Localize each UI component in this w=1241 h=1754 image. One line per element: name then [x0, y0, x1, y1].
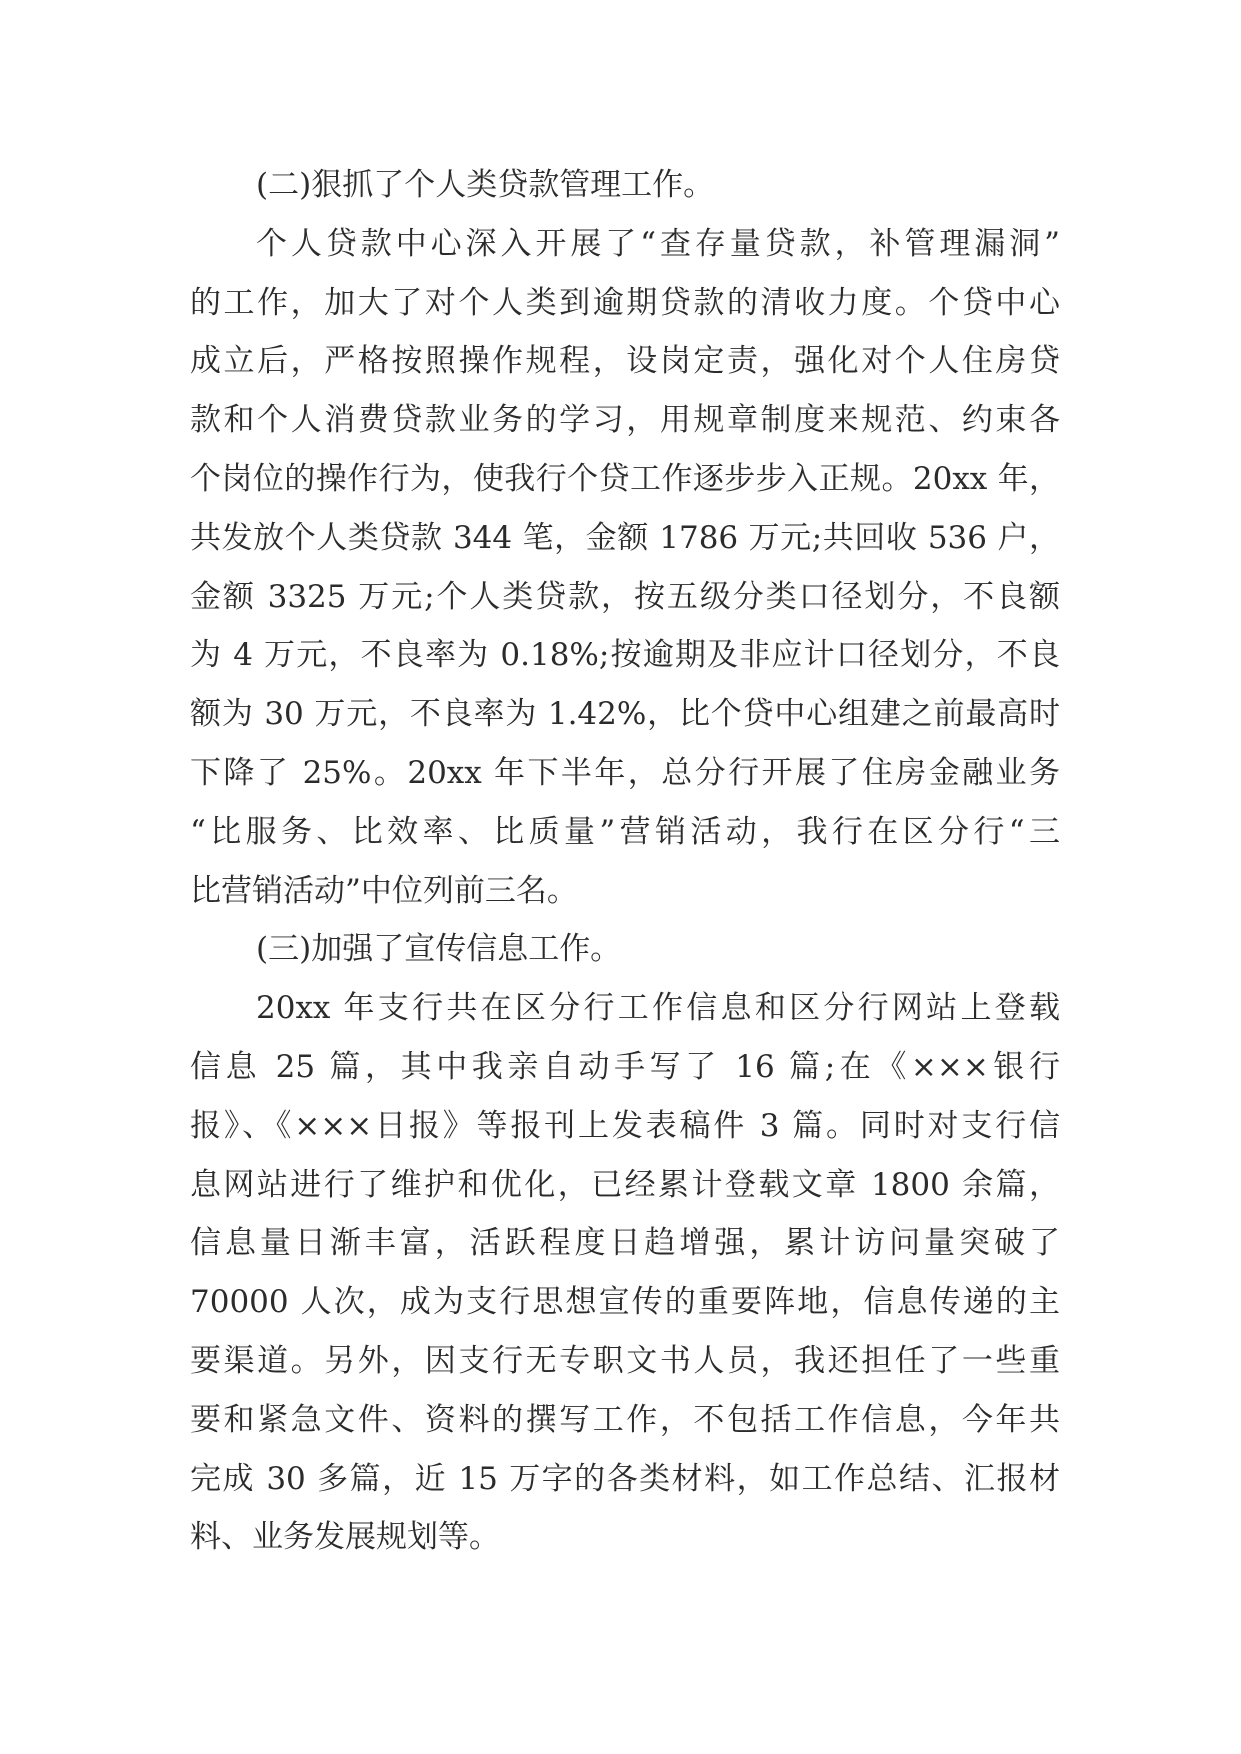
text-line: 要和紧急文件、资料的撰写工作，不包括工作信息，今年共 [190, 1401, 1060, 1438]
text-line: 70000 人次，成为支行思想宣传的重要阵地，信息传递的主 [190, 1284, 1060, 1321]
text-line: 信息量日渐丰富，活跃程度日趋增强，累计访问量突破了 [190, 1225, 1060, 1262]
text-line: 为 4 万元，不良率为 0.18%;按逾期及非应计口径划分，不良 [190, 637, 1060, 674]
text-line: 金额 3325 万元;个人类贷款，按五级分类口径划分，不良额 [190, 578, 1060, 615]
text-line: 报》、《×××日报》等报刊上发表稿件 3 篇。同时对支行信 [190, 1107, 1060, 1144]
text-line: 比营销活动”中位列前三名。 [190, 872, 578, 909]
text-line: 个岗位的操作行为，使我行个贷工作逐步步入正规。20xx 年， [190, 460, 1060, 497]
text-line: 成立后，严格按照操作规程，设岗定责，强化对个人住房贷 [190, 343, 1060, 380]
paragraph-first-line: (二)狠抓了个人类贷款管理工作。 [256, 167, 715, 203]
text-line: “比服务、比效率、比质量”营销活动，我行在区分行“三 [190, 813, 1060, 850]
paragraph-first-line: (三)加强了宣传信息工作。 [256, 931, 622, 968]
text-line: 下降了 25%。20xx 年下半年，总分行开展了住房金融业务 [190, 754, 1060, 791]
text-line: 要渠道。另外，因支行无专职文书人员，我还担任了一些重 [190, 1342, 1060, 1379]
text-line: 信息 25 篇，其中我亲自动手写了 16 篇;在《×××银行 [190, 1048, 1060, 1085]
paragraph-first-line: 个人贷款中心深入开展了“查存量贷款，补管理漏洞” [256, 225, 1060, 262]
text-line: 额为 30 万元，不良率为 1.42%，比个贷中心组建之前最高时 [190, 696, 1060, 733]
text-line: 款和个人消费贷款业务的学习，用规章制度来规范、约束各 [190, 402, 1060, 439]
text-line: 息网站进行了维护和优化，已经累计登载文章 1800 余篇， [190, 1166, 1060, 1203]
text-line: 料、业务发展规划等。 [190, 1519, 500, 1556]
text-line: 的工作，加大了对个人类到逾期贷款的清收力度。个贷中心 [190, 284, 1060, 321]
paragraph-first-line: 20xx 年支行共在区分行工作信息和区分行网站上登载 [256, 990, 1060, 1027]
text-line: 完成 30 多篇，近 15 万字的各类材料，如工作总结、汇报材 [190, 1460, 1060, 1497]
body-text [190, 156, 1060, 1567]
text-line: 共发放个人类贷款 344 笔，金额 1786 万元;共回收 536 户， [190, 519, 1060, 556]
